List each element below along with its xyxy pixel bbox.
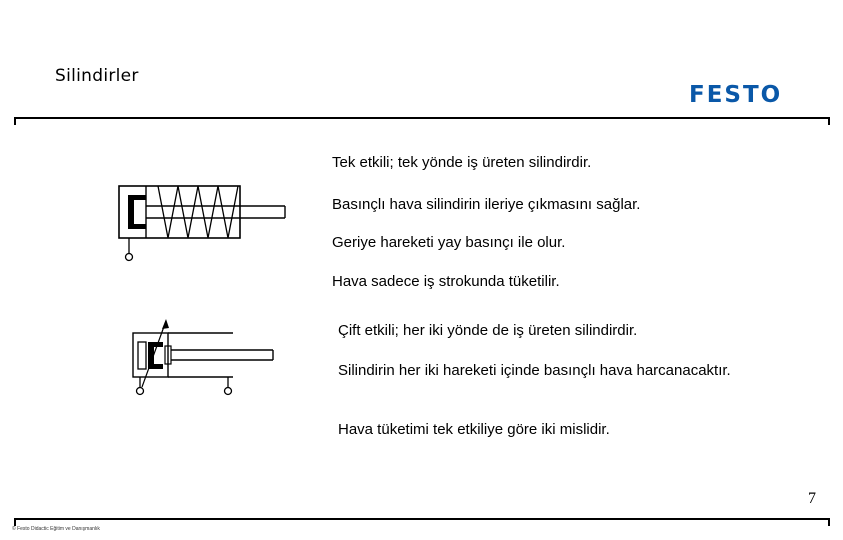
double-acting-line-1: Çift etkili; her iki yönde de iş üreten silindirdir. — [338, 322, 638, 339]
single-acting-line-4: Hava sadece iş strokunda tüketilir. — [332, 273, 560, 290]
footer-rule — [14, 517, 830, 527]
double-acting-line-3: Hava tüketimi tek etkiliye göre iki mislidir. — [338, 421, 610, 438]
page-number: 7 — [808, 490, 816, 507]
festo-logo — [689, 80, 811, 106]
header-rule — [14, 116, 830, 126]
double-acting-cylinder-symbol — [118, 315, 283, 400]
single-acting-line-1: Tek etkili; tek yönde iş üreten silindirdir. — [332, 154, 592, 171]
single-acting-cylinder-symbol — [110, 180, 290, 265]
page-title: Silindirler — [55, 66, 139, 86]
footer-copyright: © Festo Didactic Eğitim ve Danışmanlık — [12, 526, 100, 532]
double-acting-line-2: Silindirin her iki hareketi içinde basınçlı hava harcanacaktır. — [338, 362, 731, 379]
logo-text: FESTO — [689, 82, 783, 106]
single-acting-line-3: Geriye hareketi yay basınçı ile olur. — [332, 234, 566, 251]
single-acting-line-2: Basınçlı hava silindirin ileriye çıkmasını sağlar. — [332, 196, 641, 213]
